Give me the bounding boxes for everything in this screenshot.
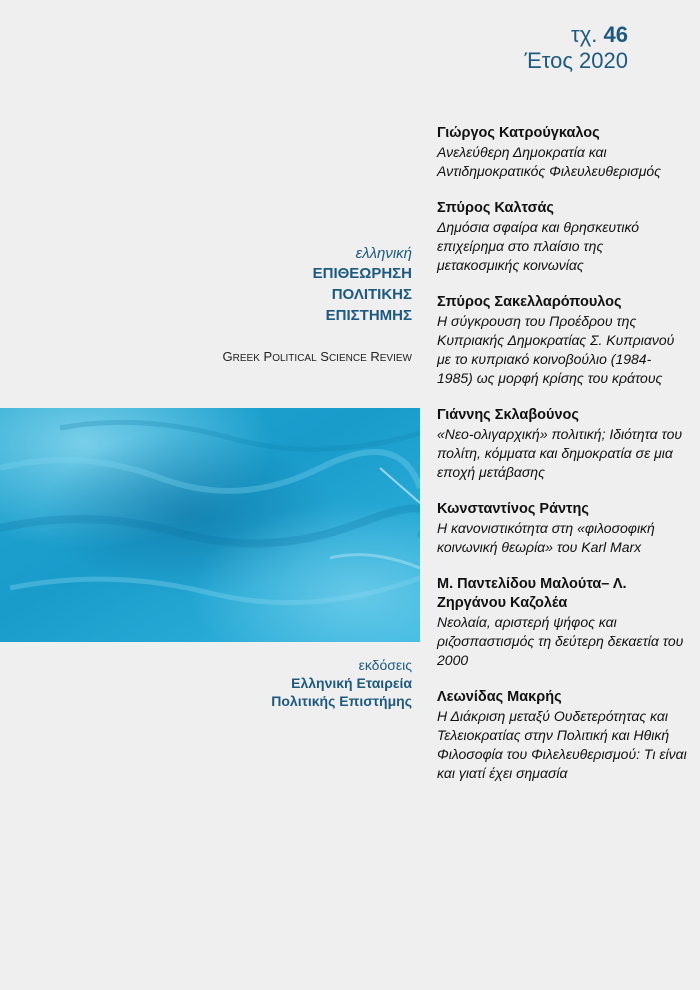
- article-entry: [437, 124, 687, 181]
- journal-title-line-3: ΕΠΙΣΤΗΜΗΣ: [325, 307, 412, 324]
- publisher-prefix: εκδόσεις: [358, 657, 412, 673]
- article-entry: [437, 688, 687, 783]
- article-author: Σπύρος Καλτσάς: [437, 200, 554, 216]
- article-title: Η κανονιστικότητα στη «φιλοσοφική κοινωνική θεωρία» του Karl Marx: [437, 520, 655, 555]
- publisher-line-1: Ελληνική Εταιρεία: [291, 675, 412, 691]
- article-title: Δημόσια σφαίρα και θρησκευτικό επιχείρημα στο πλαίσιο της μετακοσμικής κοινωνίας: [437, 219, 640, 273]
- article-entry: [437, 199, 687, 275]
- article-title: Η σύγκρουση του Προέδρου της Κυπριακής Δημοκρατίας Σ. Κυπριανού με το κυπριακό κοινοβούλιο (1984-1985) ως μορφή κρίσης του κράτους: [437, 313, 675, 386]
- article-title: Ανελεύθερη Δημοκρατία και Αντιδημοκρατικός Φιλευλευθερισμός: [437, 144, 661, 179]
- issue-number: 46: [603, 22, 628, 47]
- issue-info: [524, 22, 628, 74]
- journal-title-english: [223, 349, 412, 367]
- article-entry: [437, 406, 687, 482]
- article-author: Λεωνίδας Μακρής: [437, 689, 562, 705]
- article-author: Σπύρος Σακελλαρόπουλος: [437, 294, 622, 310]
- en-word-4-rest: EVIEW: [379, 353, 412, 364]
- article-title: Νεολαία, αριστερή ψήφος και ριζοσπαστισμός τη δεύτερη δεκαετία του 2000: [437, 614, 684, 668]
- journal-title-line-1: ΕΠΙΘΕΩΡΗΣΗ: [312, 265, 412, 282]
- journal-title-greek: [313, 245, 412, 326]
- article-title: Η Διάκριση μεταξύ Ουδετερότητας και Τελειοκρατίας στην Πολιτική και Ηθική Φιλοσοφία του Φιλελευθερισμού: Τι είναι και γιατί έχει σημασία: [437, 708, 687, 781]
- article-author: Γιώργος Κατρούγκαλος: [437, 125, 600, 141]
- article-entry: [437, 293, 687, 388]
- en-word-4-initial: R: [370, 349, 380, 364]
- article-entry: [437, 575, 687, 670]
- article-entry: [437, 500, 687, 557]
- issue-label: τχ.: [571, 22, 598, 47]
- en-word-3-initial: S: [320, 349, 329, 364]
- issue-number-line: [524, 22, 628, 48]
- journal-title-prefix: ελληνική: [355, 245, 412, 262]
- en-word-1-initial: G: [222, 349, 233, 364]
- article-author: Γιάννης Σκλαβούνος: [437, 407, 579, 423]
- issue-year: Έτος 2020: [524, 48, 628, 73]
- en-word-2-rest: OLITICAL: [272, 353, 317, 364]
- publisher-info: [271, 656, 412, 710]
- cover-sea-image: [0, 408, 420, 642]
- article-author: Μ. Παντελίδου Μαλούτα– Λ. Ζηργάνου Καζολέα: [437, 576, 627, 611]
- table-of-contents: [437, 124, 687, 801]
- en-word-3-rest: CIENCE: [328, 353, 367, 364]
- article-title: «Νεο-ολιγαρχική» πολιτική; Ιδιότητα του πολίτη, κόμματα και δημοκρατία σε μια εποχή μετάβασης: [437, 426, 683, 480]
- journal-title-line-2: ΠΟΛΙΤΙΚΗΣ: [331, 286, 412, 303]
- publisher-line-2: Πολιτικής Επιστήμης: [271, 693, 412, 709]
- en-word-1-rest: REEK: [232, 353, 260, 364]
- en-word-2-initial: P: [263, 349, 273, 364]
- article-author: Κωνσταντίνος Ράντης: [437, 501, 589, 517]
